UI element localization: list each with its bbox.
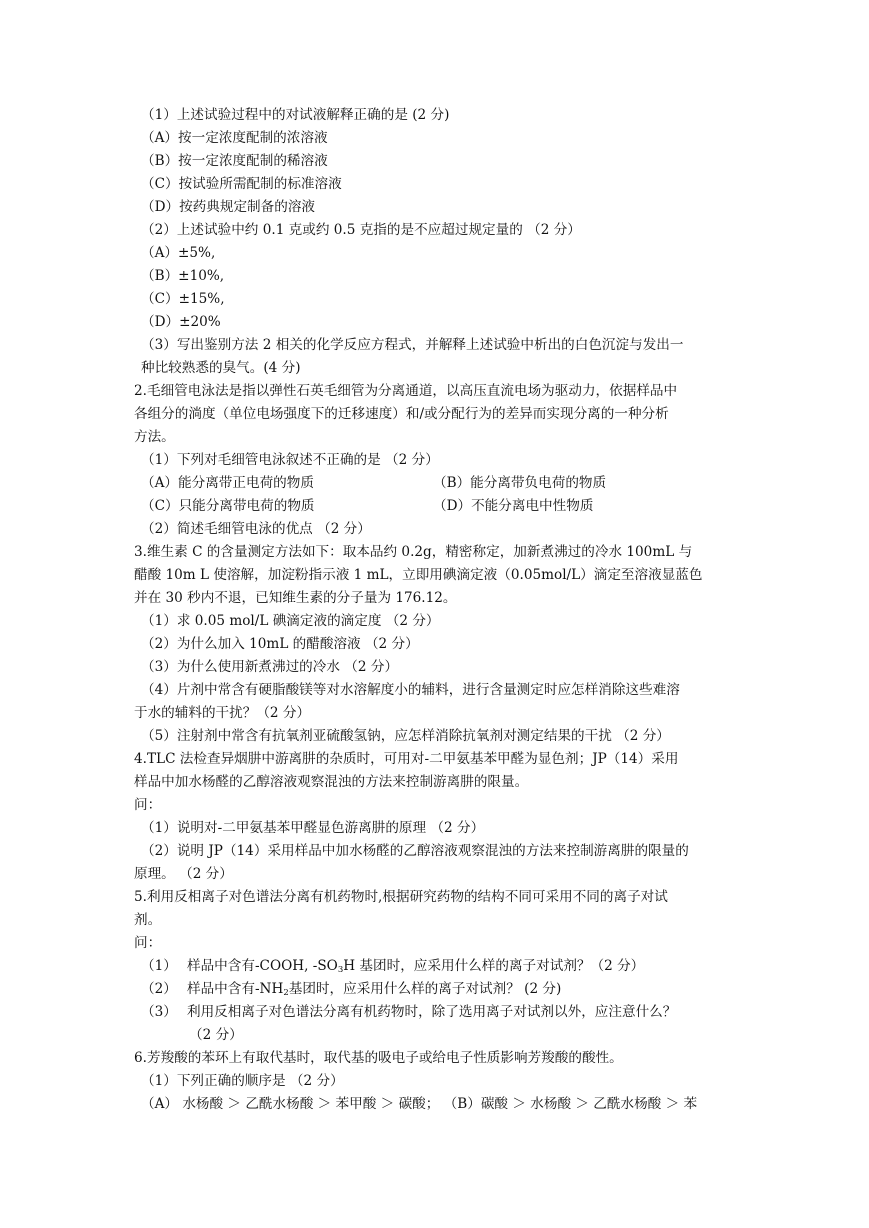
option-b: （B）按一定浓度配制的稀溶液 <box>141 153 328 169</box>
subscript: 2 <box>283 988 289 998</box>
text-segment: 基团时，应采用什么样的离子对试剂？ (2 分) <box>288 981 562 997</box>
subscript: 3 <box>337 965 344 975</box>
option-c: （C）只能分离带电荷的物质 <box>141 498 315 514</box>
question-4-stem-cont: 样品中加水杨醛的乙醇溶液观察混浊的方法来控制游离肼的限量。 <box>134 774 529 790</box>
text-segment: H 基团时，应采用什么样的离子对试剂？（2 分） <box>343 958 645 974</box>
question-5-part-1 <box>134 955 740 978</box>
question-4-part-2: （2）说明 JP（14）采用样品中加水杨醛的乙醇溶液观察混浊的方法来控制游离肼的限量的 <box>141 843 689 859</box>
text-segment: 样品中含有-COOH, -SO <box>187 958 338 974</box>
question-2-part-1: （1）下列对毛细管电泳叙述不正确的是 （2 分） <box>141 452 439 468</box>
question-3-part-4: （4）片剂中常含有硬脂酸镁等对水溶解度小的辅料，进行含量测定时应怎样消除这些难溶 <box>141 682 680 698</box>
question-3-stem-cont: 醋酸 10m L 使溶解，加淀粉指示液 1 mL，立即用碘滴定液（0.05mol/L）滴定至溶液显蓝色 <box>134 567 703 583</box>
item-text <box>187 978 561 1001</box>
question-6-stem: 6.芳羧酸的苯环上有取代基时，取代基的吸电子或给电子性质影响芳羧酸的酸性。 <box>134 1050 623 1066</box>
option-a: （A）按一定浓度配制的浓溶液 <box>141 130 328 146</box>
option-b: （B）±10%, <box>141 268 225 284</box>
question-2-stem: 2.毛细管电泳法是指以弹性石英毛细管为分离通道，以高压直流电场为驱动力，依据样品中 <box>134 383 678 399</box>
question-3-part-2: （2）为什么加入 10mL 的醋酸溶液 （2 分） <box>141 636 419 652</box>
item-number: （1） <box>141 958 177 974</box>
option-b: （B）能分离带负电荷的物质 <box>433 475 607 491</box>
question-6-options: （A） 水杨酸 ＞ 乙酰水杨酸 ＞ 苯甲酸 ＞ 碳酸； （B）碳酸 ＞ 水杨酸 ＞ 乙酰水杨酸 ＞ 苯 <box>141 1096 698 1112</box>
question-5-part-3-score: （2 分） <box>189 1027 243 1043</box>
question-5-part-2 <box>134 978 740 1001</box>
question-1-part-3: （3）写出鉴别方法 2 相关的化学反应方程式，并解释上述试验中析出的白色沉淀与发出一 <box>141 337 684 353</box>
item-number: （2） <box>141 981 177 997</box>
option-d: （D）按药典规定制备的溶液 <box>141 199 316 215</box>
question-4-ask: 问： <box>134 797 162 813</box>
question-1-part-2: （2）上述试验中约 0.1 克或约 0.5 克指的是不应超过规定量的 （2 分） <box>141 222 581 238</box>
question-2-part-2: （2）简述毛细管电泳的优点 （2 分） <box>141 521 371 537</box>
question-5-stem: 5.利用反相离子对色谱法分离有机药物时,根据研究药物的结构不同可采用不同的离子对试 <box>134 889 668 905</box>
options-row <box>134 472 740 495</box>
item-text: 利用反相离子对色谱法分离有机药物时，除了选用离子对试剂以外，应注意什么？ <box>187 1004 677 1020</box>
question-6-part-1: （1）下列正确的顺序是 （2 分） <box>141 1073 344 1089</box>
options-row <box>134 495 740 518</box>
option-c: （C）按试验所需配制的标准溶液 <box>141 176 342 192</box>
text-segment: 样品中含有-NH <box>187 981 284 997</box>
exam-page <box>134 104 740 1116</box>
option-a: （A）能分离带正电荷的物质 <box>141 475 314 491</box>
question-5-part-3 <box>134 1001 740 1024</box>
item-number: （3） <box>141 1004 177 1020</box>
question-3-part-1: （1）求 0.05 mol/L 碘滴定液的滴定度 （2 分） <box>141 613 440 629</box>
question-3-part-3: （3）为什么使用新煮沸过的冷水 （2 分） <box>141 659 399 675</box>
option-a: （A）±5%, <box>141 245 216 261</box>
question-2-stem-cont: 各组分的淌度（单位电场强度下的迁移速度）和/或分配行为的差异而实现分离的一种分析 <box>134 406 669 422</box>
question-3-part-5: （5）注射剂中常含有抗氧剂亚硫酸氢钠，应怎样消除抗氧剂对测定结果的干扰 （2 分） <box>141 728 670 744</box>
question-1-part-3-cont: 种比较熟悉的臭气。(4 分) <box>141 360 301 376</box>
question-4-part-2-cont: 原理。 （2 分） <box>134 866 233 882</box>
question-3-stem: 3.维生素 C 的含量测定方法如下：取本品约 0.2g，精密称定，加新煮沸过的冷水 100mL 与 <box>134 544 693 560</box>
question-5-stem-end: 剂。 <box>134 912 162 928</box>
question-4-part-1: （1）说明对-二甲氨基苯甲醛显色游离肼的原理 （2 分） <box>141 820 485 836</box>
option-d: （D）±20% <box>141 314 221 330</box>
item-text <box>187 955 644 978</box>
question-4-stem: 4.TLC 法检查异烟肼中游离肼的杂质时，可用对-二甲氨基苯甲醛为显色剂；JP（14）采用 <box>134 751 679 767</box>
question-3-stem-end: 并在 30 秒内不退，已知维生素的分子量为 176.12。 <box>134 590 457 606</box>
question-1-part-1: （1）上述试验过程中的对试液解释正确的是 (2 分) <box>141 107 450 123</box>
question-3-part-4-cont: 于水的辅料的干扰？（2 分） <box>134 705 311 721</box>
question-2-stem-end: 方法。 <box>134 429 175 445</box>
option-c: （C）±15%, <box>141 291 225 307</box>
question-5-ask: 问： <box>134 935 162 951</box>
option-d: （D）不能分离电中性物质 <box>433 498 594 514</box>
